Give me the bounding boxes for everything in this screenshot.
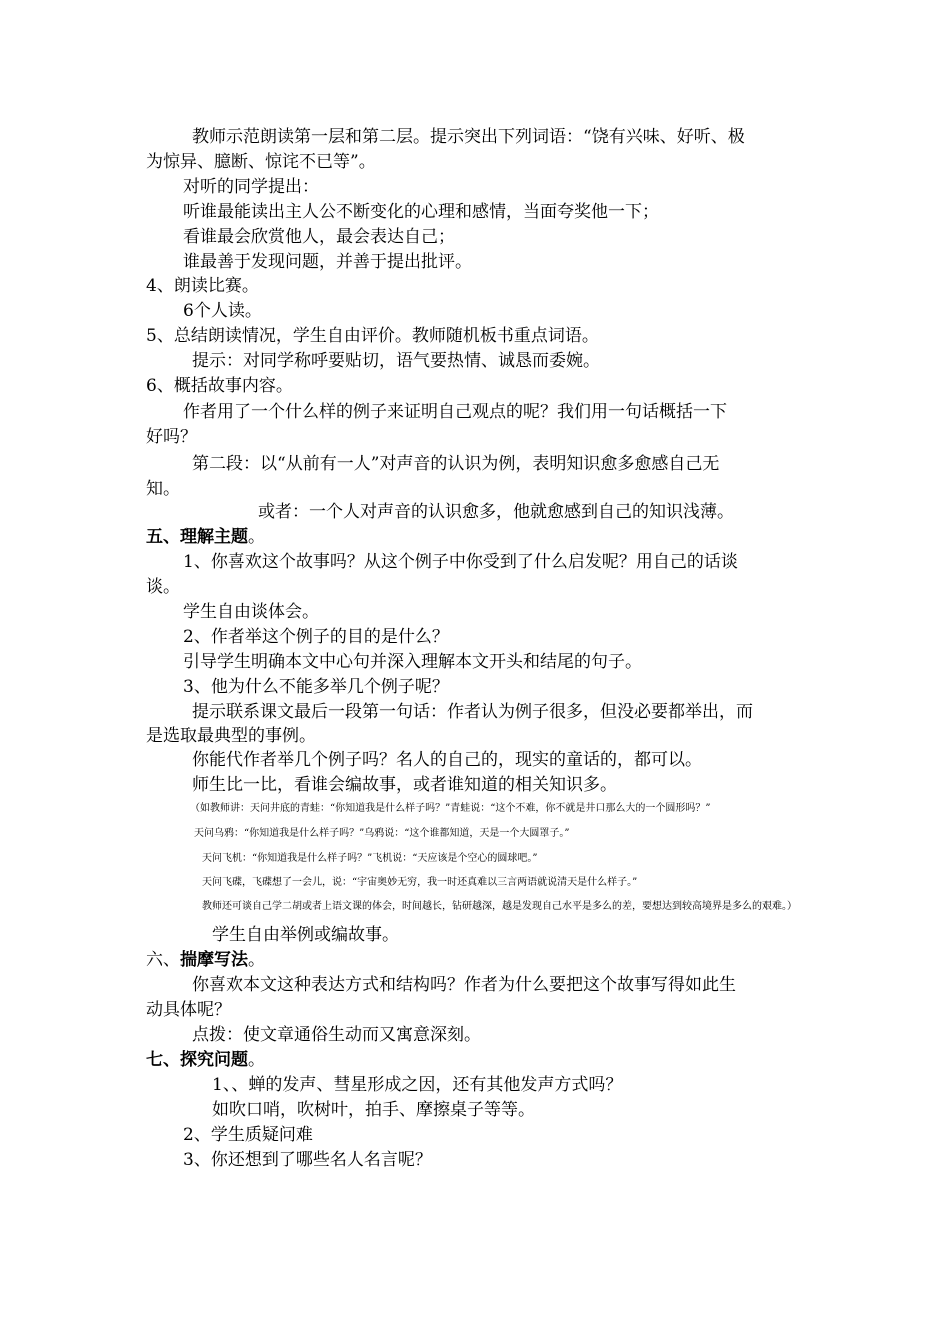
section-number: 六、 <box>146 950 180 970</box>
text-line: 1、、蝉的发声、彗星形成之因，还有其他发声方式吗？ <box>212 1075 623 1095</box>
text-line: 4、朗读比赛。 <box>146 276 259 296</box>
text-line: 如吹口哨，吹树叶，拍手、摩擦桌子等等。 <box>212 1100 535 1120</box>
text-line: 6个人读。 <box>183 301 262 321</box>
text-line: 对听的同学提出： <box>183 177 319 197</box>
text-line: 提示联系课文最后一段第一句话：作者认为例子很多，但没必要都举出，而 <box>192 702 753 722</box>
section-number: 五、 <box>146 527 180 547</box>
text-line: 谁最善于发现问题，并善于提出批评。 <box>183 252 472 272</box>
text-line: 或者：一个人对声音的认识愈多，他就愈感到自己的知识浅薄。 <box>258 502 734 522</box>
section-title: 理解主题 <box>180 527 248 547</box>
text-line: 学生自由谈体会。 <box>183 602 319 622</box>
section-number: 七、 <box>146 1050 180 1070</box>
text-line: 第二段：以“从前有一人”对声音的认识为例，表明知识愈多愈感自己无 <box>192 454 720 474</box>
text-line: 点拨：使文章通俗生动而又寓意深刻。 <box>192 1025 481 1045</box>
section-heading <box>146 948 265 972</box>
text-line: 6、概括故事内容。 <box>146 376 293 396</box>
text-line: 师生比一比，看谁会编故事，或者谁知道的相关知识多。 <box>192 775 617 795</box>
example-note: 教师还可谈自己学二胡或者上语文课的体会，时间越长，钻研越深，越是发现自己水平是多么的差，要想达到较高境界是多么的艰难。） <box>202 901 797 912</box>
text-line: 动具体呢？ <box>146 1000 231 1020</box>
example-note: 天问飞机：“你知道我是什么样子吗？”飞机说：“天应该是个空心的圆球吧。” <box>202 853 538 864</box>
example-note: （如教师讲：天问井底的青蛙：“你知道我是什么样子吗？”青蛙说：“这个不难，你不就是井口那么大的一个圆形吗？” <box>190 803 711 814</box>
text-line: 知。 <box>146 479 180 499</box>
text-line: 提示：对同学称呼要贴切，语气要热情、诚恳而委婉。 <box>192 351 600 371</box>
example-note: 天问乌鸦：“你知道我是什么样子吗？”乌鸦说：“这个谁都知道，天是一个大圆罩子。” <box>194 828 570 839</box>
section-end: 。 <box>248 950 265 970</box>
text-line: 2、学生质疑问难 <box>183 1125 313 1145</box>
text-line: 5、总结朗读情况，学生自由评价。教师随机板书重点词语。 <box>146 326 599 346</box>
text-line: 引导学生明确本文中心句并深入理解本文开头和结尾的句子。 <box>183 652 642 672</box>
text-line: 作者用了一个什么样的例子来证明自己观点的呢？我们用一句话概括一下 <box>183 402 727 422</box>
text-line: 是选取最典型的事例。 <box>146 726 316 746</box>
text-line: 教师示范朗读第一层和第二层。提示突出下列词语：“饶有兴味、好听、极 <box>192 127 745 147</box>
text-line: 3、他为什么不能多举几个例子呢？ <box>183 677 449 697</box>
text-line: 2、作者举这个例子的目的是什么？ <box>183 627 449 647</box>
section-heading <box>146 1048 265 1072</box>
text-line: 为惊异、臆断、惊诧不已等”。 <box>146 152 376 172</box>
text-line: 1、你喜欢这个故事吗？从这个例子中你受到了什么启发呢？用自己的话谈 <box>183 552 738 572</box>
example-note: 天问飞碟，飞碟想了一会儿，说：“宇宙奥妙无穷，我一时还真难以三言两语就说清天是什么样子。” <box>202 877 638 888</box>
text-line: 好吗？ <box>146 427 197 447</box>
section-title: 揣摩写法 <box>180 950 248 970</box>
section-title: 探究问题 <box>180 1050 248 1070</box>
section-heading <box>146 525 265 549</box>
text-line: 3、你还想到了哪些名人名言呢？ <box>183 1150 432 1170</box>
text-line: 你能代作者举几个例子吗？名人的自己的，现实的童话的，都可以。 <box>192 750 702 770</box>
text-line: 学生自由举例或编故事。 <box>212 925 399 945</box>
text-line: 听谁最能读出主人公不断变化的心理和感情，当面夸奖他一下； <box>183 202 659 222</box>
text-line: 你喜欢本文这种表达方式和结构吗？作者为什么要把这个故事写得如此生 <box>192 975 736 995</box>
text-line: 谈。 <box>146 577 180 597</box>
text-line: 看谁最会欣赏他人，最会表达自己； <box>183 227 455 247</box>
section-end: 。 <box>248 1050 265 1070</box>
section-end: 。 <box>248 527 265 547</box>
